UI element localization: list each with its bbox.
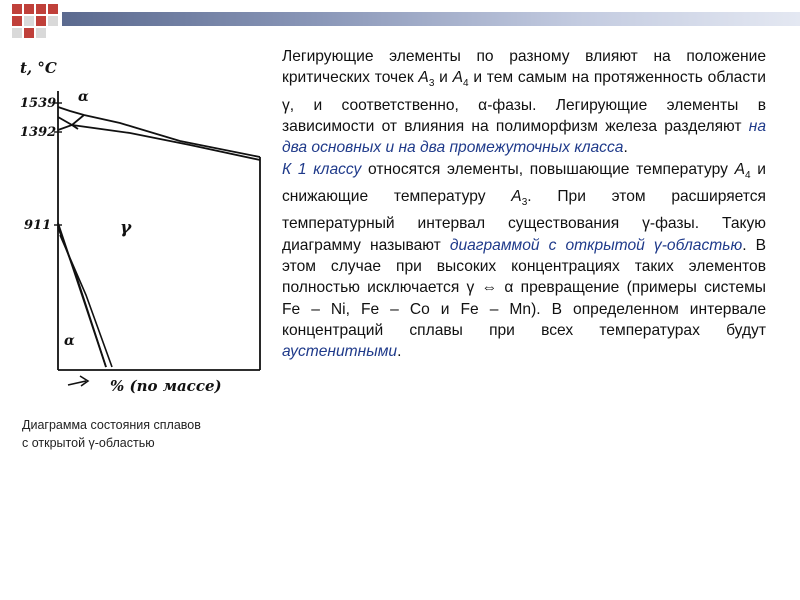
paragraph-2 xyxy=(282,159,766,363)
p2-text-1: относятся элементы, повышающие температуру xyxy=(361,160,735,178)
p2-text-5: . xyxy=(397,343,402,361)
deco-square xyxy=(24,16,34,26)
alpha-top-label: α xyxy=(78,89,89,105)
body-text xyxy=(282,46,766,362)
deco-square xyxy=(36,4,46,14)
deco-square xyxy=(24,4,34,14)
p2-class-1: К 1 классу xyxy=(282,160,362,178)
delta-loop-line xyxy=(58,115,84,130)
caption-line-2: с открытой γ-областью xyxy=(22,436,155,450)
diagram-caption xyxy=(22,416,272,452)
p2-text-2: и снижающие температуру xyxy=(282,160,767,205)
phase-diagram xyxy=(20,55,270,405)
paragraph-1 xyxy=(282,46,766,159)
p2-text-3: . При этом расширяется температурный интервал существования γ-фазы. Такую диаграмму называют xyxy=(282,188,766,254)
alpha-bottom-label: α xyxy=(64,333,75,349)
p1-text-1: Легирующие элементы по разному влияют на положение критических точек xyxy=(282,48,766,87)
deco-square xyxy=(36,28,46,38)
p2-text-4: . В этом случае при высоких концентрациях таких элементов полностью исключается γ ⇔ α превращение (примеры системы Fe – Ni, Fe – Co и Fe – Mn). В определенном интервале концентраций сплавы при всех температурах будут xyxy=(282,236,766,339)
deco-square xyxy=(12,28,22,38)
p1-a4: A xyxy=(452,69,464,87)
p2-a3: A xyxy=(511,188,522,205)
deco-square xyxy=(36,16,46,26)
p1-text-3: и тем самым на протяженность области γ, и соответственно, α-фазы. Легирующие элементы в зависимости от влияния на полиморфизм железа разделяют xyxy=(282,69,766,135)
gamma-label: γ xyxy=(120,218,132,238)
deco-square xyxy=(24,28,34,38)
y-axis-label: t, °C xyxy=(20,59,57,77)
title-decoration xyxy=(0,0,800,40)
p2-a3-sub: 3 xyxy=(521,197,528,209)
p2-a4: A xyxy=(734,160,746,178)
p1-text-2: и xyxy=(434,69,453,87)
caption-line-1: Диаграмма состояния сплавов xyxy=(22,418,201,432)
delta-upper-line xyxy=(58,107,260,157)
deco-square xyxy=(12,16,22,26)
temp-label-911: 911 xyxy=(24,218,52,233)
deco-square xyxy=(48,4,58,14)
p1-a3-sub: 3 xyxy=(428,78,435,90)
deco-square xyxy=(48,16,58,26)
deco-square xyxy=(12,4,22,14)
title-band xyxy=(62,12,800,26)
temp-label-1539: 1539 xyxy=(20,96,57,111)
p1-a4-sub: 4 xyxy=(463,78,469,90)
p2-austenitic: аустенитными xyxy=(282,343,398,361)
x-axis-label: % (по массе) xyxy=(110,377,222,395)
p2-a4-sub: 4 xyxy=(745,169,751,181)
p2-diagram-name: диаграммой с открытой γ-областью xyxy=(449,236,743,254)
a4-line xyxy=(72,125,260,160)
temp-label-1392: 1392 xyxy=(20,125,57,140)
p1-text-4: . xyxy=(623,139,628,157)
p1-emphasis: на два основных и на два промежуточных класса xyxy=(282,118,766,157)
p1-a3: A xyxy=(418,69,429,87)
